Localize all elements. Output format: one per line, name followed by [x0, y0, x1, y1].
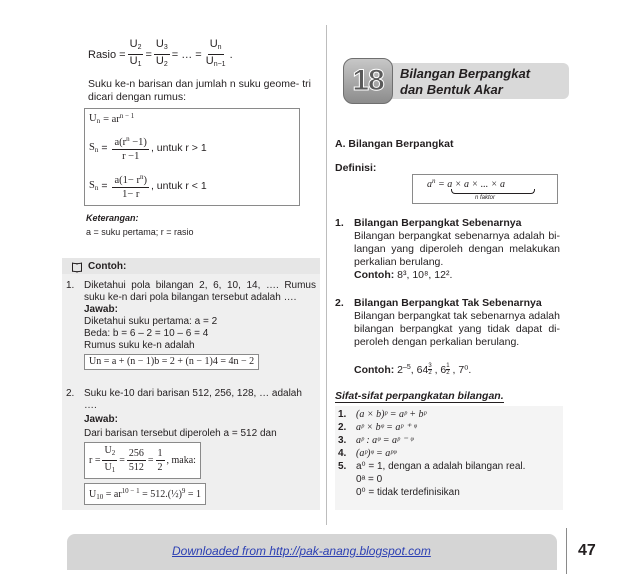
property-row: 1. (a × b)ᵖ = aᵖ + bᵖ [338, 409, 427, 420]
example-1-formula: Un = a + (n − 1)b = 2 + (n − 1)4 = 4n − 2 [84, 354, 259, 370]
notes-text: a = suku pertama; r = rasio [86, 227, 194, 237]
property-row: 5. a⁰ = 1, dengan a adalah bilangan real. [338, 461, 526, 472]
ratio-fraction-n: $\frac{U_n}{U_{n-1}}$ [205, 38, 226, 68]
geometric-intro-text: Suku ke-n barisan dan jumlah n suku geome- tri dicari dengan rumus: [88, 78, 311, 103]
definition-label: Definisi: [335, 162, 377, 174]
formula-sn-r-greater: $S_n$ = $\frac{a(r^n -1)}{r -1}$ , untuk r > 1 [89, 135, 207, 162]
property-row: 0ᵃ = 0 [356, 474, 383, 485]
footer-separator [566, 528, 567, 574]
property-row: 4. (aᵖ)ᵠ = aᵖᵠ [338, 448, 397, 459]
example-1: 1. Diketahui pola bilangan 2, 6, 10, 14, …. Rumus suku ke-n dari pola bilangan tersebut adalah …. Jawab: Diketahui suku pertama: a = 2 Beda: b = 6 – 2 = 10 – 6 = 4 Rumus suku ke-n adalah Un = a + (n − 1)b = 2 + (n − 1)4 = 4n − 2 [66, 280, 316, 370]
ratio-fraction-2: $\frac{U_3}{U_2}$ [155, 38, 168, 68]
example-2-ratio: r = $\frac{U_2}{U_1}$ = $\frac{256}{512}$ = $\frac{1}{2}$ , maka: [84, 442, 201, 479]
formula-sn-r-less: $S_n$ = $\frac{a(1- r^n)}{1- r}$ , untuk r < 1 [89, 173, 207, 200]
example-header: Contoh: [72, 261, 126, 272]
properties-heading: Sifat-sifat perpangkatan bilangan. [335, 390, 504, 402]
item-1: 1. Bilangan Berpangkat Sebenarnya Bilangan berpangkat sebenarnya adalah bi- langan yang diperoleh dengan melakukan perkalian berulang. Contoh: 8³, 10⁸, 12². [335, 217, 560, 281]
section-a-heading: A. Bilangan Berpangkat [335, 138, 454, 150]
properties-list [338, 408, 525, 499]
example-2: 2. Suku ke-10 dari barisan 512, 256, 128, … adalah …. Jawab: Dari barisan tersebut diperoleh a = 512 dan r = $\frac{U_2}{U_1}$ = $\frac{256}{512}$ = $\frac{1}{2}$ , maka: $U_{10} = ar^{10 - 1}$ = 512.(½)$^9$ = 1 [66, 388, 316, 505]
column-divider [326, 25, 327, 525]
definition-box: $a^n = a \times a$ × ... × a n faktor [412, 174, 558, 204]
property-row: 3. aᵖ : aᵠ = aᵖ ⁻ ᵠ [338, 435, 414, 446]
example-2-result: $U_{10} = ar^{10 - 1}$ = 512.(½)$^9$ = 1 [84, 483, 206, 505]
example-2-question: Suku ke-10 dari barisan 512, 256, 128, … adalah …. [84, 388, 302, 411]
underbrace [451, 189, 535, 194]
formula-un: $U_n$ = $ar^{n - 1}$ [89, 112, 135, 125]
property-row: 2. aᵖ × bᵠ = aᵖ ⁺ ᵠ [338, 422, 417, 433]
ratio-fraction-1: $\frac{U_2}{U_1}$ [129, 38, 142, 68]
example-1-question: Diketahui pola bilangan 2, 6, 10, 14, …. Rumus suku ke-n dari pola bilangan tersebut adalah …. [84, 280, 316, 303]
property-row: 0⁰ = tidak terdefinisikan [356, 487, 460, 498]
notes-title: Keterangan: [86, 213, 139, 223]
chapter-number-badge: 18 [343, 58, 393, 104]
geometric-formula-box [84, 108, 300, 206]
ratio-formula: Rasio = $\frac{U_2}{U_1}$ = $\frac{U_3}{U_2}$ = … = $\frac{U_n}{U_{n-1}}$ . [88, 38, 233, 71]
chapter-title: Bilangan Berpangkat dan Bentuk Akar [400, 66, 531, 97]
item-2: 2. Bilangan Berpangkat Tak Sebenarnya Bilangan berpangkat tak sebenarnya adalah bilangan berpangkat yang tidak dapat di- peroleh dengan perkalian berulang. Contoh: $2^{-5}$, 64 $\frac{3}{2}$ , 6 $\frac{1}{2}$ , 7⁰. [335, 297, 560, 376]
definition-equation: $a^n = a \times a$ × ... × a [427, 177, 505, 190]
book-icon [72, 262, 82, 271]
page-number: 47 [578, 542, 596, 559]
download-link[interactable]: Downloaded from http://pak-anang.blogspot.com [172, 544, 431, 558]
